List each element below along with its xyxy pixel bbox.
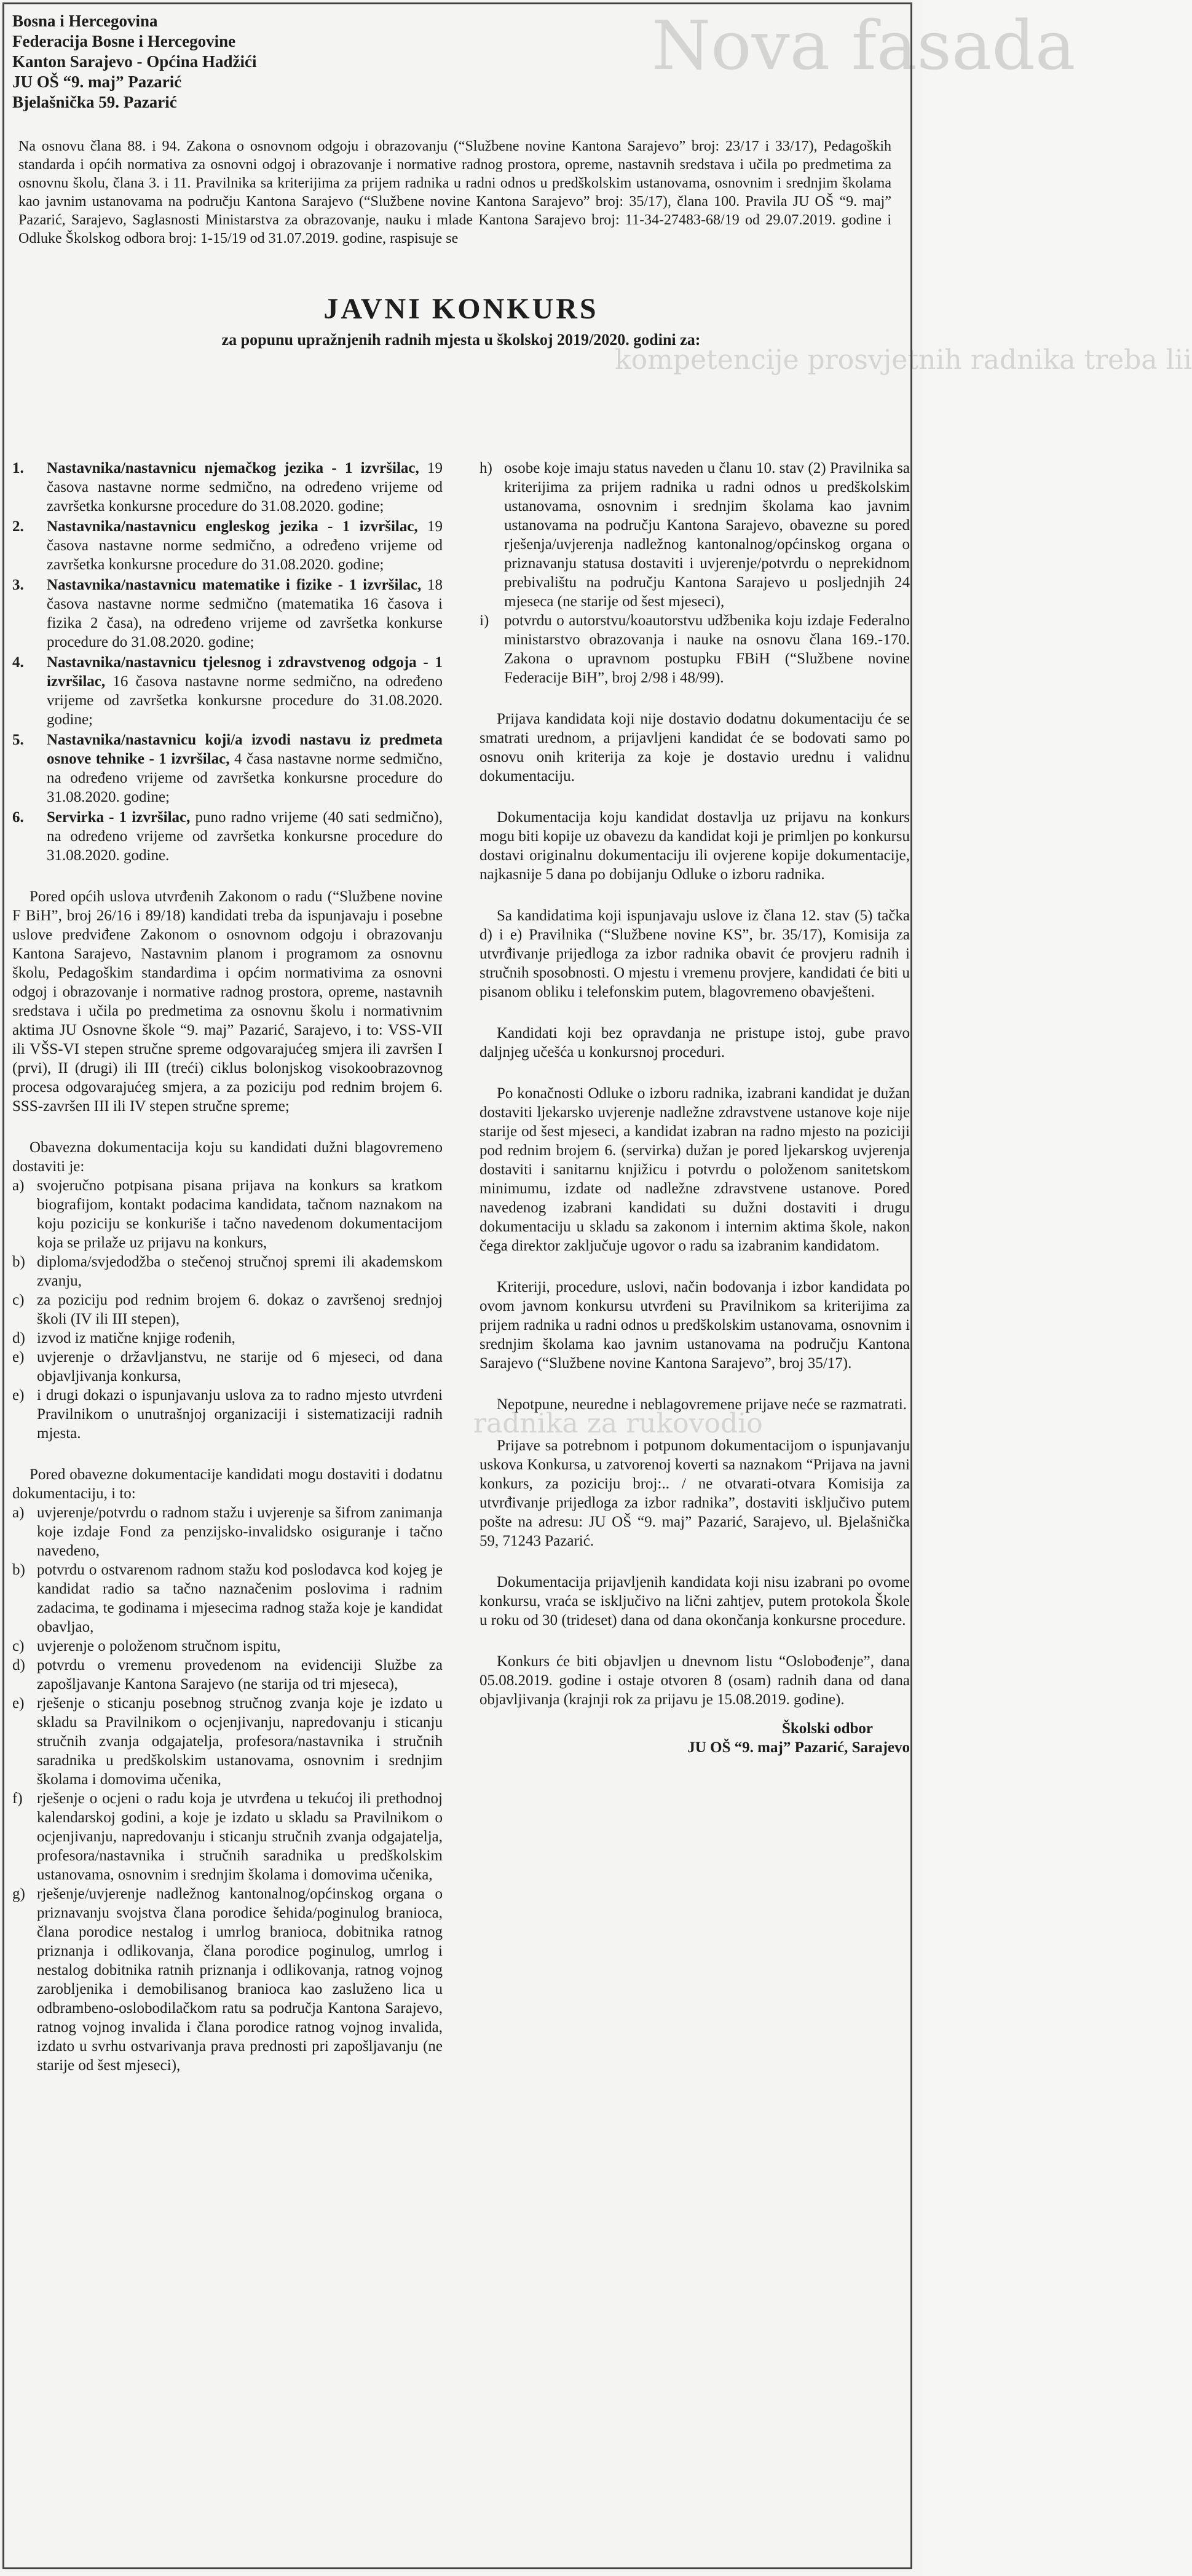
doc-item-letter: b) xyxy=(12,1562,25,1578)
body-paragraph: Nepotpune, neuredne i neblagovremene prijave neće se razmatrati. xyxy=(497,1396,907,1413)
doc-item-letter: a) xyxy=(12,1177,25,1194)
doc-item-text: diploma/svjedodžba o stečenoj stručnoj spremi ili akademskom zvanju, xyxy=(37,1254,443,1289)
position-title: Servirka - 1 izvršilac, xyxy=(47,809,191,826)
right-column xyxy=(480,459,910,2075)
doc-item-text: uvjerenje/potvrdu o radnom stažu i uvjerenje sa šifrom zanimanja koje izdaje Fond za penzijsko-invalidsko osiguranje i tačno navedeno, xyxy=(37,1504,443,1559)
position-item xyxy=(12,575,443,652)
doc-item-text: rješenje o ocjeni o radu koja je utvrđena u tekućoj ili prethodnoj kalendarskoj godini, a koje je izdato u skladu sa Pravilnikom o ocjenjivanju, napredovanju i sticanju stručnih zvanja odgajatelja, profesora/nastavnika i stručnih saradnika u predškolskim ustanovama, osnovnim i srednjim školama i domovima učenika, xyxy=(37,1790,443,1883)
ghost-headline-top: Nova fasada xyxy=(652,6,1076,85)
doc-item-text: osobe koje imaju status naveden u članu 10. stav (2) Pravilnika sa kriterijima za prijem radnika u radni odnos u predškolskim ustanovama, osnovnim i srednjim školama kao javnim ustanovama na području Kantona Sarajevo, obavezne su pored rješenja/uvjerenja nadležnog kantonalnog/općinskog organa o priznavanju statusa dostaviti i uvjerenje/potvrdu o neprekidnom prebivalištu na području Kantona Sarajevo u posljednjih 24 mjeseca (ne starije od šest mjeseci), xyxy=(504,460,910,610)
issuer-header xyxy=(12,11,910,113)
doc-item-letter: c) xyxy=(12,1638,25,1654)
signature-body: Školski odbor xyxy=(782,1720,873,1737)
doc-item-text: potvrdu o ostvarenom radnom stažu kod poslodavca kod kojeg je kandidat radio sa tačno naznačenim poslovima i radnim zadacima, te godinama i mjesecima radnog staža koje je kandidat obavljao, xyxy=(37,1562,443,1635)
two-column-body xyxy=(12,459,910,2075)
doc-item xyxy=(12,1503,443,1560)
doc-item-letter: g) xyxy=(12,1886,25,1902)
doc-item-letter: b) xyxy=(12,1254,25,1270)
signature-institution: JU OŠ “9. maj” Pazarić, Sarajevo xyxy=(687,1739,910,1756)
position-details: 19 časova nastavne norme sedmično, a određeno vrijeme od završetka konkursne procedure do 31.08.2020. godine; xyxy=(47,518,443,573)
left-column xyxy=(12,459,443,2075)
doc-item-text: potvrdu o autorstvu/koautorstvu udžbenika koju izdaje Federalno ministarstvo obrazovanja i nauke na osnovu člana 169.-170. Zakona o upravnom postupku FBiH (“Službene novine Federacije BiH”, broj 2/98 i 48/99). xyxy=(504,612,910,686)
doc-item-text: uvjerenje o položenom stručnom ispitu, xyxy=(37,1638,281,1654)
doc-item-text: izvod iz matične knjige rođenih, xyxy=(37,1330,235,1346)
doc-item xyxy=(12,1884,443,2075)
doc-item-text: i drugi dokazi o ispunjavanju uslova za to radno mjesto utvrđeni Pravilnikom o unutrašnjoj organizaciji i sistematizaciji radnih mjesta. xyxy=(37,1387,443,1442)
doc-item-text: uvjerenje o državljanstvu, ne starije od 6 mjeseci, od dana objavljivanja konkursa, xyxy=(37,1349,443,1385)
doc-item-letter: d) xyxy=(12,1330,25,1346)
position-item xyxy=(12,517,443,574)
doc-item xyxy=(12,1560,443,1637)
doc-item xyxy=(12,1252,443,1290)
doc-item xyxy=(480,611,910,687)
doc-item-letter: d) xyxy=(12,1657,25,1673)
positions-list xyxy=(12,459,443,865)
position-title: Nastavnika/nastavnicu njemačkog jezika - 1 izvršilac, xyxy=(47,460,419,476)
doc-item-letter: h) xyxy=(480,460,492,476)
position-details: 16 časova nastavne norme sedmično, na određeno vrijeme od završetka konkursne procedure do 31.08.2020. godine; xyxy=(47,673,443,728)
position-details: 4 časa nastavne norme sedmično, na određeno vrijeme od završetka konkursne procedure do 31.08.2020. godine; xyxy=(47,751,443,805)
additional-docs-list-part-1 xyxy=(12,1503,443,2075)
body-paragraph: Prijava kandidata koji nije dostavio dodatnu dokumentaciju će se smatrati urednom, a prijavljeni kandidat će se bodovati samo po osnovu onih kriterija za koje je dostavio urednu i validnu dokumentaciju. xyxy=(480,711,910,784)
header-line: Bosna i Hercegovina xyxy=(12,12,158,30)
header-line: Federacija Bosne i Hercegovine xyxy=(12,32,236,50)
position-title: Nastavnika/nastavnicu engleskog jezika - 1 izvršilac, xyxy=(47,518,418,535)
doc-item xyxy=(12,1176,443,1252)
doc-item-letter: a) xyxy=(12,1504,25,1521)
additional-docs-intro: Pored obavezne dokumentacije kandidati mogu dostaviti i dodatnu dokumentaciju, i to: xyxy=(12,1466,443,1502)
doc-item-text: svojeručno potpisana pisana prijava na konkurs sa kratkom biografijom, kontakt podacima kandidata, tačnom naznakom na koju poziciju se konkuriše i tačno navedenom dokumentacijom koja se prilaže uz prijavu na konkurs, xyxy=(37,1177,443,1251)
body-paragraph: Kriteriji, procedure, uslovi, način bodovanja i izbor kandidata po ovom javnom konkursu utvrđeni su Pravilnikom sa kriterijima za prijem radnika u radni odnos u predškolskim ustanovama, osnovnim i srednjim školama kao javnim ustanovama na području Kantona Sarajevo (“Službene novine Kantona Sarajevo”, broj 35/17). xyxy=(480,1279,910,1372)
general-conditions-paragraph: Pored općih uslova utvrđenih Zakonom o radu (“Službene novine F BiH”, broj 26/16 i 89/18) kandidati treba da ispunjavaju i posebne uslove predviđene Zakonom o osnovnom odgoju i obrazovanju Kantona Sarajevo, Nastavnim planom i programom za osnovnu školu, Pedagoškim standardima i općim normativima za osnovni odgoj i obrazovanje i normative radnog prostora, opreme, nastavnih sredstava i učila po predmetima za osnovnu školu i normativnim aktima JU Osnovne škole “9. maj” Pazarić, Sarajevo, i to: VSS-VII ili VŠS-VI stepen stručne spreme odgovarajućeg smjera ili završen I (prvi), II (drugi) ili III (treći) ciklus bolonjskog visokoobrazovnog procesa odgovarajućeg smjera, a za poziciju pod rednim brojem 6. SSS-završen III ili IV stepen stručne spreme; xyxy=(12,888,443,1115)
doc-item xyxy=(12,1789,443,1884)
doc-item xyxy=(12,1290,443,1329)
doc-item-letter: i) xyxy=(480,612,489,629)
doc-item-text: rješenje o sticanju posebnog stručnog zvanja koje je izdato u skladu sa Pravilnikom o ocjenjivanju, napredovanju i sticanju stručnih zvanja odgajatelja, profesora/nastavnika i stručnih saradnika u predškolskim ustanovama, osnovnim i srednjim školama i domovima učenika, xyxy=(37,1695,443,1788)
doc-item xyxy=(12,1694,443,1789)
doc-item-text: za poziciju pod rednim brojem 6. dokaz o završenoj srednjoj školi (IV ili III stepen), xyxy=(37,1292,443,1327)
announcement-title: JAVNI KONKURS xyxy=(323,293,599,325)
position-item xyxy=(12,808,443,865)
header-line: Bjelašnička 59. Pazarić xyxy=(12,93,177,111)
doc-item xyxy=(12,1637,443,1656)
doc-item xyxy=(12,1348,443,1386)
body-paragraph: Sa kandidatima koji ispunjavaju uslove iz člana 12. stav (5) tačka d) i e) Pravilnika (“Službene novine KS”, br. 35/17), Komisija za utvrđivanje prijedloga za izbor radnika obavit će provjeru radnih i stručnih sposobnosti. O mjestu i vremenu provjere, kandidati će biti u pisanom obliku i telefonskim putem, blagovremeno obavješteni. xyxy=(480,907,910,1000)
body-paragraph: Kandidati koji bez opravdanja ne pristupe istoj, gube pravo daljnjeg učešća u konkursnoj proceduri. xyxy=(480,1025,910,1061)
position-details: 19 časova nastavne norme sedmično, na određeno vrijeme od završetka konkursne procedure do 31.08.2020. godine; xyxy=(47,460,443,515)
doc-item-letter: f) xyxy=(12,1790,23,1807)
signature-block xyxy=(480,1719,910,1757)
position-item xyxy=(12,730,443,807)
doc-item-text: rješenje/uvjerenje nadležnog kantonalnog/općinskog organa o priznavanju svojstva člana porodice šehida/poginulog branioca, člana porodice nestalog i umrlog branioca, dobitnika ratnog priznanja i odlikovanja, člana porodice poginulog, umrlog i nestalog dobitnika ratnih priznanja i odlikovanja, ratnog vojnog zarobljenika i demobilisanog branioca kao zasluženo lica u odbrambeno-oslobodilačkom ratu sa područja Kantona Sarajevo, ratnog vojnog invalida i člana porodice ratnog vojnog invalida, izdato u svrhu ostvarivanja prava prednosti pri zapošljavanju (ne starije od šest mjeseci), xyxy=(37,1886,443,2074)
position-number: 3. xyxy=(12,577,24,593)
position-title: Nastavnika/nastavnicu koji/a izvodi nastavu iz predmeta osnove tehnike - 1 izvršilac, xyxy=(47,732,443,767)
doc-item xyxy=(480,459,910,611)
body-paragraph: Konkurs će biti objavljen u dnevnom listu “Oslobođenje”, dana 05.08.2019. godine i ostaje otvoren 8 (osam) radnih dana od dana objavljivanja (krajnji rok za prijavu je 15.08.2019. godine). xyxy=(480,1653,910,1708)
doc-item-text: potvrdu o vremenu provedenom na evidenciji Službe za zapošljavanje Kantona Sarajevo (ne starija od tri mjeseca), xyxy=(37,1657,443,1693)
position-number: 6. xyxy=(12,809,24,826)
doc-item-letter: e) xyxy=(12,1349,25,1365)
position-item xyxy=(12,653,443,729)
additional-docs-list-part-2 xyxy=(480,459,910,687)
position-title: Nastavnika/nastavnicu tjelesnog i zdravstvenog odgoja - 1 izvršilac, xyxy=(47,654,443,690)
body-paragraph: Prijave sa potrebnom i potpunom dokumentacijom o ispunjavanju uskova Konkursa, u zatvorenoj koverti sa naznakom “Prijava na javni konkurs, za poziciju broj:.. / ne otvarati-otvara Komisija za utvrđivanje prijedloga za izbor radnika”, dostaviti isključivo putem pošte na adresu: JU OŠ “9. maj” Pazarić, Sarajevo, ul. Bjelašnička 59, 71243 Pazarić. xyxy=(480,1437,910,1549)
legal-basis-paragraph: Na osnovu člana 88. i 94. Zakona o osnovnom odgoju i obrazovanju (“Službene novine Kantona Sarajevo” broj: 23/17 i 33/17), Pedagoških standarda i općih normativa za osnovni odgoj i obrazovanje i normative radnog prostora, opreme, nastavnih sredstava i učila po predmetima za osnovnu školu, člana 3. i 11. Pravilnika sa kriterijima za prijem radnika u radni odnos u predškolskim ustanovama, osnovnim i srednjim školama kao javnim ustanovama na području Kantona Sarajevo (“Službene novine Kantona Sarajevo” broj: 35/17), člana 100. Pravila JU OŠ “9. maj” Pazarić, Sarajevo, Saglasnosti Ministarstva za obrazovanje, nauku i mlade Kantona Sarajevo broj: 11-34-27483-68/19 od 29.07.2019. godine i Odluke Školskog odbora broj: 1-15/19 od 31.07.2019. godine, raspisuje se xyxy=(18,138,891,247)
body-paragraph: Dokumentacija prijavljenih kandidata koji nisu izabrani po ovome konkursu, vraća se isključivo na lični zahtjev, putem protokola Škole u roku od 30 (trideset) dana od dana okončanja konkursne procedure. xyxy=(480,1574,910,1629)
position-number: 1. xyxy=(12,460,24,476)
mandatory-docs-intro: Obavezna dokumentacija koju su kandidati dužni blagovremeno dostaviti je: xyxy=(12,1139,443,1175)
body-paragraph: Dokumentacija koju kandidat dostavlja uz prijavu na konkurs mogu biti kopije uz obavezu da kandidat koji je primljen po konkursu dostavi originalnu dokumentaciju ili ovjerene kopije dokumentacije, najkasnije 5 dana po dobijanju Odluke o izboru radnika. xyxy=(480,809,910,883)
ghost-text-mid: radnika za rukovodio xyxy=(473,1408,763,1439)
position-number: 4. xyxy=(12,654,24,671)
doc-item xyxy=(12,1656,443,1694)
doc-item-letter: e) xyxy=(12,1387,25,1404)
position-number: 2. xyxy=(12,518,24,535)
doc-item-letter: e) xyxy=(12,1695,25,1712)
position-details: 18 časova nastavne norme sedmično (matematika 16 časova i fizika 2 časa), na određeno vrijeme od završetka konkurse procedure do 31.08.2020. godine; xyxy=(47,577,443,650)
doc-item xyxy=(12,1386,443,1443)
position-title: Nastavnika/nastavnicu matematike i fizike - 1 izvršilac, xyxy=(47,577,422,593)
header-line: Kanton Sarajevo - Općina Hadžići xyxy=(12,52,257,71)
position-number: 5. xyxy=(12,732,24,748)
ghost-text-behind-title: kompetencije prosvjetnih radnika treba lii xyxy=(615,344,1192,376)
position-details: puno radno vrijeme (40 sati sedmično), na određeno vrijeme od završetka konkursne procedure do 31.08.2020. godine. xyxy=(47,809,443,864)
mandatory-docs-list xyxy=(12,1176,443,1443)
doc-item xyxy=(12,1329,443,1348)
header-line: JU OŠ “9. maj” Pazarić xyxy=(12,73,182,91)
doc-item-letter: c) xyxy=(12,1292,25,1308)
position-item xyxy=(12,459,443,516)
announcement-subtitle: za popunu upražnjenih radnih mjesta u školskoj 2019/2020. godini za: xyxy=(221,331,701,349)
body-paragraph: Po konačnosti Odluke o izboru radnika, izabrani kandidat je dužan dostaviti ljekarsko uvjerenje nadležne zdravstvene ustanove koje nije starije od šest mjeseci, a kandidat izabran na radno mjesto na poziciji pod rednim brojem 6. (servirka) dužan je pored ljekarskog uvjerenja dostaviti i sanitarnu knjižicu i potvrdu o položenom sanitetskom minimumu, izdate od nadležne zdravstvene ustanove. Pored navedenog izabrani kandidati su dužni dostaviti i drugu dokumentaciju u skladu sa zakonom i internim aktima škole, nakon čega direktor zaključuje ugovor o radu sa izabranim kandidatom. xyxy=(480,1085,910,1254)
